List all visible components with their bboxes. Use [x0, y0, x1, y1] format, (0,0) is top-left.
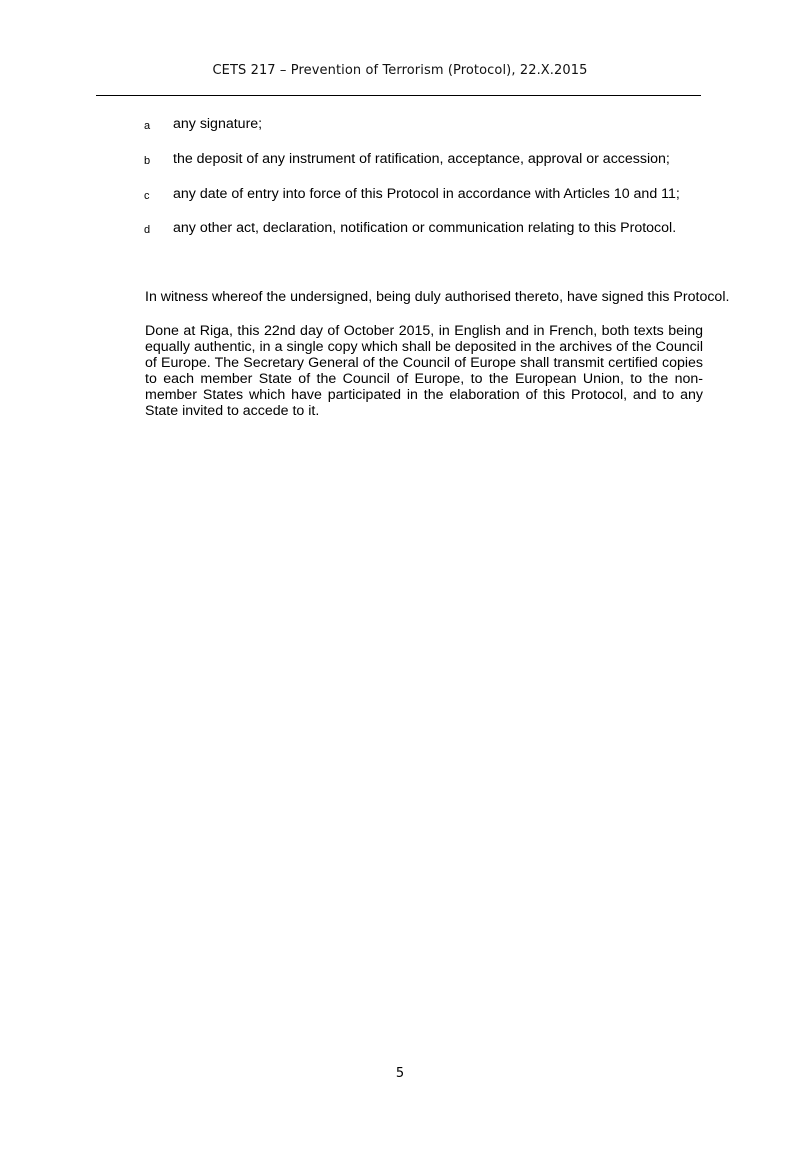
list-item-text: any signature; [173, 116, 263, 132]
list-marker: c [144, 190, 150, 202]
header-rule [96, 95, 701, 96]
list-item-text: any other act, declaration, notification or communication relating to this Protocol. [173, 220, 677, 236]
witness-clause: In witness whereof the undersigned, being duly authorised thereto, have signed this Protocol. [145, 289, 730, 305]
list-item-text: the deposit of any instrument of ratification, acceptance, approval or accession; [173, 151, 670, 167]
list-marker: b [144, 155, 151, 167]
list-item-text: any date of entry into force of this Protocol in accordance with Articles 10 and 11; [173, 186, 680, 202]
list-marker: d [144, 224, 151, 236]
running-header: CETS 217 – Prevention of Terrorism (Protocol), 22.X.2015 [212, 63, 588, 78]
done-at-clause: Done at Riga, this 22nd day of October 2015, in English and in French, both texts being equally authentic, in a single copy which shall be deposited in the archives of the Council of Europe. The Secretary General of the Council of Europe shall transmit certified copies to each member State of the Council of Europe, to the European Union, to the non-member States which have participated in the elaboration of this Protocol, and to any State invited to accede to it. [145, 323, 703, 419]
list-marker: a [144, 120, 151, 132]
page-number: 5 [395, 1066, 405, 1081]
